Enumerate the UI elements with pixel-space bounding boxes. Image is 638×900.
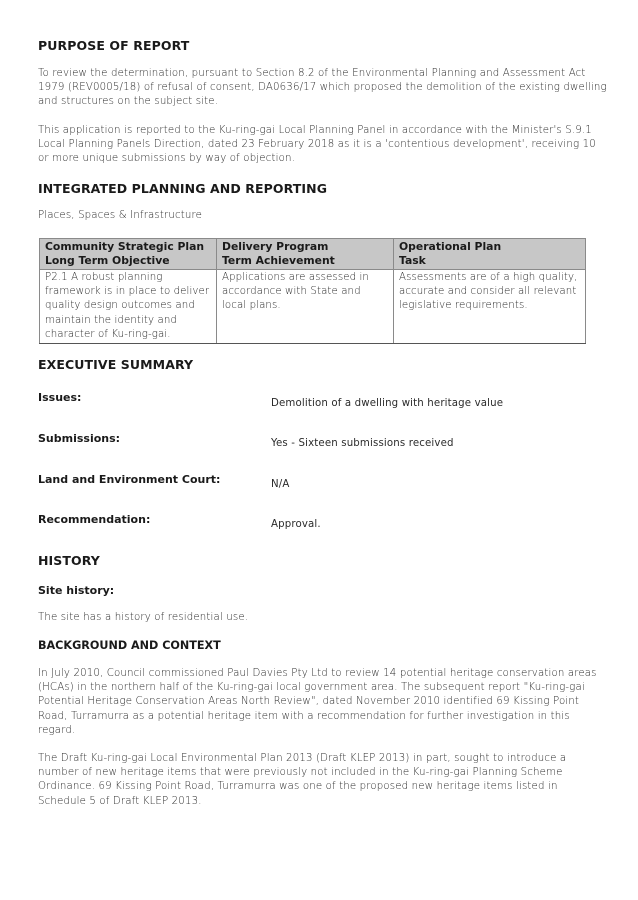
- cell-line: quality design outcomes and: [45, 300, 195, 312]
- background-paragraph-2: [38, 752, 600, 809]
- text-line: number of new heritage items that were previously not included in the Ku-ring-gai Planning Scheme: [38, 767, 563, 779]
- table-row: [40, 270, 586, 344]
- header-line: Term Achievement: [222, 254, 335, 267]
- recommendation-label: Recommendation:: [38, 513, 151, 526]
- purpose-paragraph-2: [38, 124, 600, 167]
- table-cell: [394, 270, 586, 344]
- table-cell: [217, 270, 394, 344]
- table-header-cell: [40, 239, 217, 270]
- header-line: Operational Plan: [399, 240, 502, 253]
- integrated-planning-heading: INTEGRATED PLANNING AND REPORTING: [38, 181, 328, 196]
- text-line: Ordinance. 69 Kissing Point Road, Turramurra was one of the proposed new heritage items listed in: [38, 781, 558, 793]
- site-history-label: Site history:: [38, 584, 115, 597]
- table-cell: [40, 270, 217, 344]
- text-line: The Draft Ku-ring-gai Local Environmental Plan 2013 (Draft KLEP 2013) in part, sought to introduce a: [38, 753, 567, 764]
- table-header-row: [40, 239, 586, 270]
- text-line: Potential Heritage Conservation Areas North Review", dated November 2010 identified 69 Kissing Point: [38, 696, 580, 708]
- text-line: or more unique submissions by way of objection.: [38, 153, 295, 165]
- header-line: Delivery Program: [222, 240, 329, 253]
- integrated-theme: Places, Spaces & Infrastructure: [38, 210, 203, 221]
- submissions-label: Submissions:: [38, 432, 121, 445]
- header-line: Long Term Objective: [45, 254, 170, 267]
- court-value: N/A: [271, 479, 290, 490]
- issues-label: Issues:: [38, 391, 82, 404]
- executive-summary-heading: EXECUTIVE SUMMARY: [38, 357, 194, 372]
- text-line: Local Planning Panels Direction, dated 23 February 2018 as it is a 'contentious development', receiving 10: [38, 139, 596, 151]
- cell-line: Applications are assessed in: [222, 272, 369, 283]
- history-heading: HISTORY: [38, 553, 100, 568]
- text-line: Schedule 5 of Draft KLEP 2013.: [38, 795, 202, 807]
- court-label: Land and Environment Court:: [38, 473, 221, 486]
- cell-line: accordance with State and: [222, 286, 361, 298]
- text-line: In July 2010, Council commissioned Paul Davies Pty Ltd to review 14 potential heritage conservation areas: [38, 668, 597, 679]
- submissions-value: Yes - Sixteen submissions received: [271, 438, 454, 449]
- text-line: regard.: [38, 724, 76, 736]
- purpose-paragraph-1: [38, 67, 607, 110]
- site-history-text: The site has a history of residential use.: [38, 612, 249, 623]
- cell-line: local plans.: [222, 300, 281, 312]
- text-line: Road, Turramurra as a potential heritage item with a recommendation for further investigation in this: [38, 710, 570, 722]
- cell-line: framework is in place to deliver: [45, 286, 210, 298]
- text-line: and structures on the subject site.: [38, 96, 219, 108]
- cell-line: Assessments are of a high quality,: [399, 272, 578, 283]
- background-heading: BACKGROUND AND CONTEXT: [38, 639, 221, 652]
- text-line: To review the determination, pursuant to Section 8.2 of the Environmental Planning and Assessment Act: [38, 68, 586, 79]
- text-line: This application is reported to the Ku-ring-gai Local Planning Panel in accordance with the Minister's S.9.1: [38, 125, 592, 136]
- text-line: (HCAs) in the northern half of the Ku-ring-gai local government area. The subsequent report "Ku-ring-gai: [38, 682, 585, 694]
- recommendation-value: Approval.: [271, 519, 321, 530]
- table-header-cell: [217, 239, 394, 270]
- text-line: 1979 (REV0005/18) of refusal of consent, DA0636/17 which proposed the demolition of the existing dwelling: [38, 82, 607, 94]
- header-line: Community Strategic Plan: [45, 240, 205, 253]
- planning-table: [39, 238, 586, 344]
- cell-line: legislative requirements.: [399, 300, 528, 312]
- header-line: Task: [399, 254, 426, 267]
- table-header-cell: [394, 239, 586, 270]
- issues-value: Demolition of a dwelling with heritage value: [271, 398, 504, 409]
- background-paragraph-1: [38, 667, 600, 738]
- cell-line: character of Ku-ring-gai.: [45, 328, 171, 340]
- cell-line: P2.1 A robust planning: [45, 272, 163, 283]
- purpose-heading: PURPOSE OF REPORT: [38, 38, 190, 53]
- cell-line: accurate and consider all relevant: [399, 286, 577, 298]
- cell-line: maintain the identity and: [45, 314, 177, 326]
